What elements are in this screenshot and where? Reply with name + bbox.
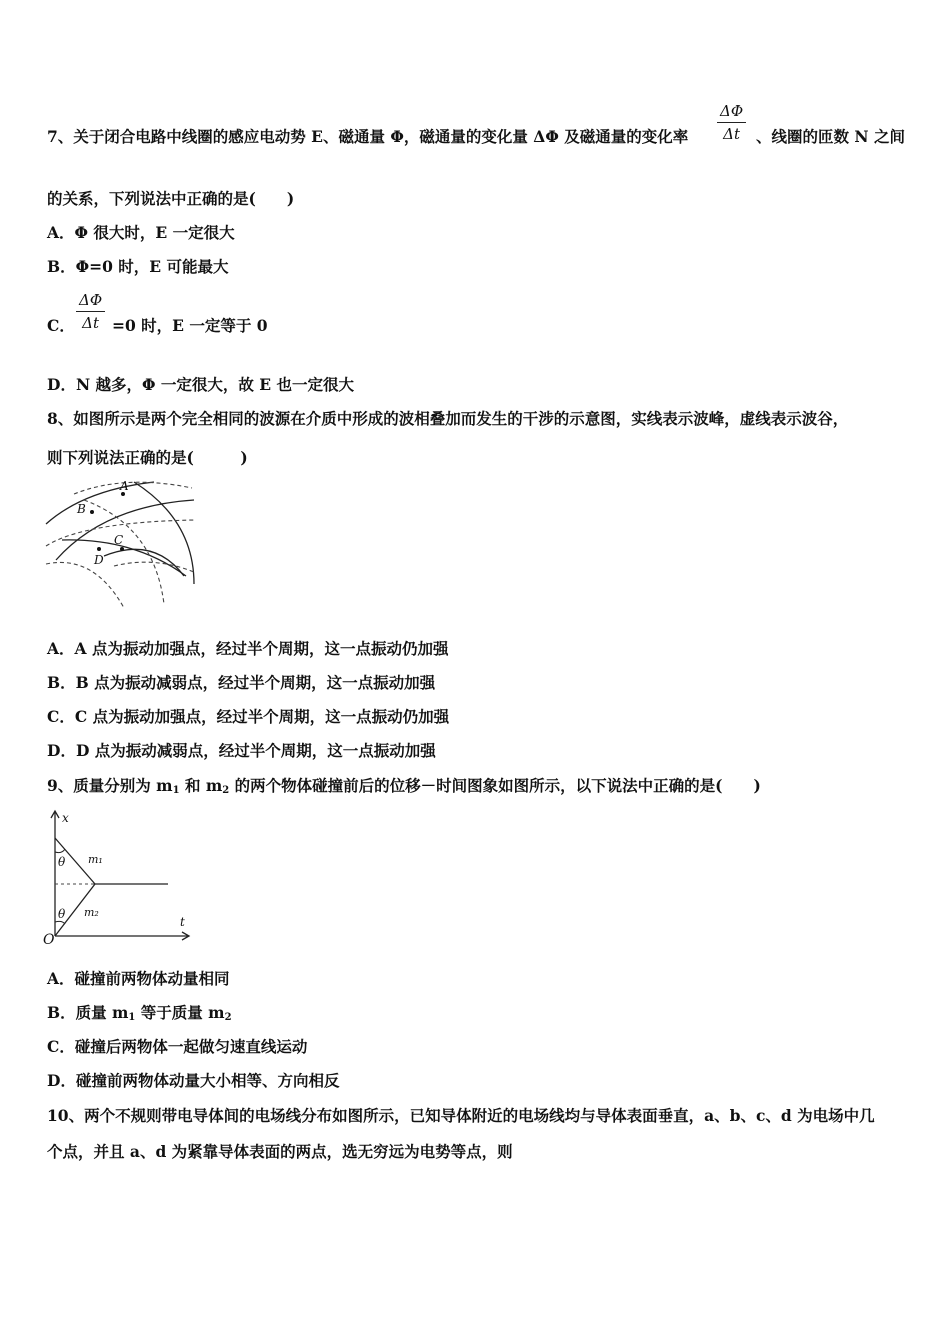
point-b-label: B (77, 502, 86, 516)
q7-fraction-numerator: ΔΦ (717, 100, 746, 123)
point-c-dot (120, 547, 124, 551)
q9-option-d: D．碰撞前两物体动量大小相等、方向相反 (47, 1071, 340, 1090)
q10-stem-line1: 10、两个不规则带电导体间的电场线分布如图所示，已知导体附近的电场线均与导体表面垂直，a、b、c、d 为电场中几 (47, 1106, 875, 1125)
q9-sub-2: 2 (222, 785, 230, 796)
q7-option-c-text: =0 时，E 一定等于 0 (112, 316, 268, 335)
q7-option-c-denominator: Δt (82, 314, 99, 332)
point-a-label: A (120, 479, 129, 493)
q9-option-b-sub-2: 2 (224, 1012, 232, 1023)
origin-label: O (43, 932, 55, 948)
q8-option-c: C．C 点为振动加强点，经过半个周期，这一点振动仍加强 (47, 707, 450, 726)
q9-option-b-pre: B．质量 m (47, 1003, 129, 1022)
q9-stem-mid: 和 m (179, 776, 223, 795)
q9-option-b (47, 1003, 232, 1028)
x-axis-label: x (62, 811, 69, 825)
theta-label-bottom: θ (58, 907, 66, 921)
q7-stem-part1: 7、关于闭合电路中线圈的感应电动势 E、磁通量 Φ，磁通量的变化量 ΔΦ 及磁通量的变化率 (47, 127, 689, 146)
q8-option-b: B．B 点为振动减弱点，经过半个周期，这一点振动加强 (47, 673, 436, 692)
trough-arc-1 (74, 482, 192, 494)
q8-stem-line2: 则下列说法正确的是( ) (47, 448, 248, 467)
q7-stem-line1 (47, 127, 688, 147)
q7-fraction-delta-phi-over-delta-t (717, 100, 746, 145)
q9-stem (47, 776, 761, 801)
point-b-dot (90, 510, 94, 514)
q9-stem-post: 的两个物体碰撞前后的位移－时间图象如图所示，以下说法中正确的是( ) (229, 776, 761, 795)
q7-option-c-label: C． (47, 316, 75, 335)
trough-arc-5 (114, 562, 194, 572)
q7-option-a: A．Φ 很大时，E 一定很大 (47, 223, 235, 242)
t-axis-label: t (180, 915, 185, 929)
trough-arc-4 (46, 562, 124, 608)
crest-arc-4 (62, 540, 186, 576)
point-d-dot (97, 547, 101, 551)
q7-stem-line2: 的关系，下列说法中正确的是( ) (47, 189, 295, 208)
point-c-label: C (114, 533, 124, 547)
m2-label: m₂ (84, 906, 99, 919)
q8-stem-line1: 8、如图所示是两个完全相同的波源在介质中形成的波相叠加而发生的干涉的示意图，实线表示波峰，虚线表示波谷， (47, 409, 849, 428)
q9-stem-pre: 9、质量分别为 m (47, 776, 173, 795)
q9-option-c: C．碰撞后两物体一起做匀速直线运动 (47, 1037, 308, 1056)
q9-option-a: A．碰撞前两物体动量相同 (47, 969, 230, 988)
q7-option-d: D．N 越多，Φ 一定很大，故 E 也一定很大 (47, 375, 355, 394)
q8-option-a: A．A 点为振动加强点，经过半个周期，这一点振动仍加强 (47, 639, 449, 658)
q8-interference-figure (44, 476, 204, 614)
q10-stem-line2: 个点，并且 a、d 为紧靠导体表面的两点，选无穷远为电势等点，则 (47, 1142, 513, 1161)
theta-arc-bottom (55, 921, 65, 924)
point-d-label: D (94, 553, 104, 567)
crest-arc-1 (46, 482, 154, 524)
q9-option-b-mid: 等于质量 m (135, 1003, 225, 1022)
q7-fraction-denominator: Δt (723, 125, 740, 143)
q8-option-d: D．D 点为振动减弱点，经过半个周期，这一点振动加强 (47, 741, 436, 760)
q7-option-b: B．Φ=0 时，E 可能最大 (47, 257, 229, 276)
theta-label-top: θ (58, 855, 66, 869)
theta-arc-top (55, 849, 65, 853)
m1-label: m₁ (88, 853, 103, 866)
q7-stem-part2: 、线圈的匝数 N 之间 (756, 127, 905, 146)
q7-option-c-numerator: ΔΦ (76, 289, 105, 312)
q7-option-c-fraction (76, 289, 105, 334)
q9-option-b-sub-1: 1 (128, 1012, 136, 1023)
q9-position-time-graph (40, 808, 200, 948)
q9-sub-1: 1 (172, 785, 180, 796)
